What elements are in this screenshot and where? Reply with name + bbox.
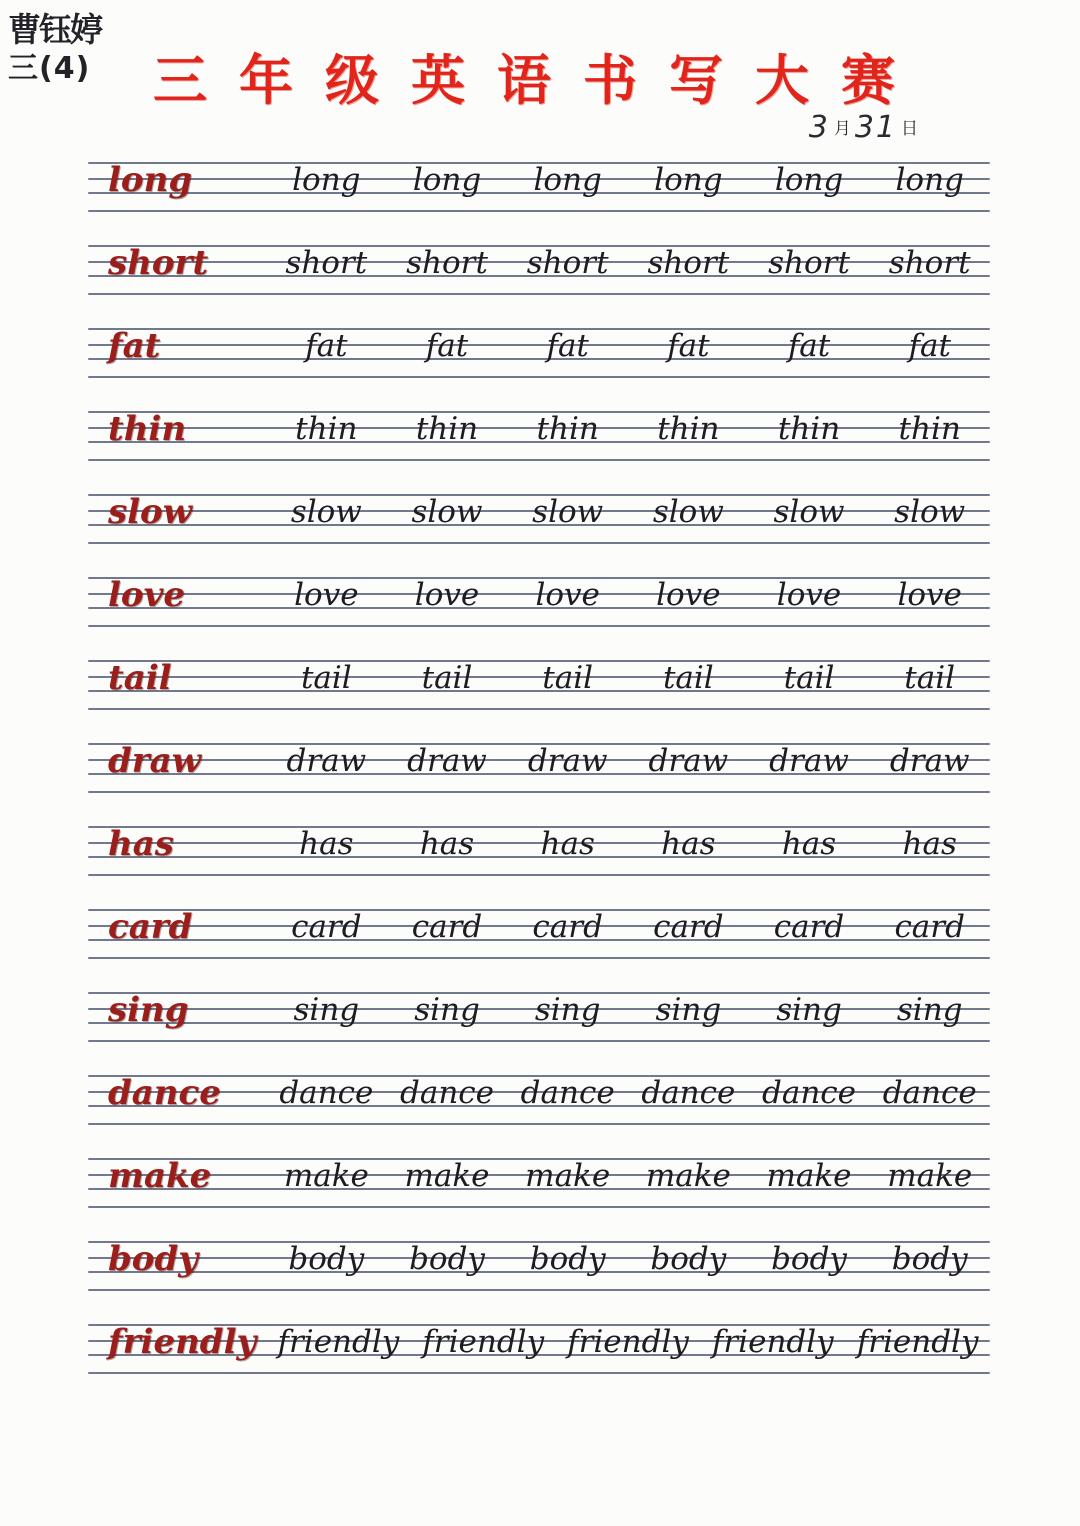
handwritten-word: slow — [290, 494, 362, 530]
handwritten-word: make — [404, 1158, 490, 1194]
model-word: body — [108, 1239, 198, 1279]
handwritten-word: body — [650, 1241, 727, 1277]
handwritten-word: tail — [421, 660, 473, 696]
date — [809, 110, 922, 145]
handwritten-word: long — [895, 162, 964, 198]
handwritten-word: fat — [787, 328, 831, 364]
handwritten-word: has — [902, 826, 957, 862]
word-row — [94, 1150, 990, 1207]
word-row — [94, 818, 990, 875]
handwritten-word: body — [288, 1241, 365, 1277]
model-word: slow — [108, 492, 193, 532]
handwritten-word: long — [292, 162, 361, 198]
practice-row — [88, 1322, 990, 1373]
handwritten-word: draw — [527, 743, 608, 779]
handwritten-word: make — [766, 1158, 852, 1194]
practice-row — [88, 1156, 990, 1207]
handwritten-word: sing — [776, 992, 842, 1028]
practice-row — [88, 990, 990, 1041]
word-row — [94, 984, 990, 1041]
model-word: friendly — [108, 1322, 257, 1362]
handwritten-word: friendly — [422, 1324, 545, 1360]
handwritten-word: make — [283, 1158, 369, 1194]
handwritten-word: dance — [762, 1075, 857, 1111]
word-row — [94, 652, 990, 709]
handwritten-word: dance — [882, 1075, 977, 1111]
model-word: card — [108, 907, 193, 947]
model-word: love — [108, 575, 185, 615]
handwritten-word: tail — [904, 660, 956, 696]
model-word: long — [108, 160, 193, 200]
handwritten-word: sing — [293, 992, 360, 1028]
handwritten-word: tail — [542, 660, 594, 696]
student-name: 曹钰婷 — [8, 10, 101, 49]
handwritten-word: draw — [769, 743, 849, 779]
handwritten-word: slow — [652, 494, 724, 530]
handwritten-word: dance — [641, 1075, 736, 1111]
handwritten-word: thin — [295, 411, 358, 447]
handwritten-word: make — [645, 1158, 731, 1194]
practice-row — [88, 160, 990, 211]
handwritten-word: has — [540, 826, 595, 862]
handwritten-word: short — [888, 245, 971, 281]
model-word: has — [108, 824, 174, 864]
word-row — [94, 237, 990, 294]
handwritten-word: fat — [908, 328, 951, 364]
model-word: make — [108, 1156, 212, 1196]
handwritten-word: long — [774, 162, 844, 198]
handwritten-word: long — [533, 162, 602, 198]
model-word: dance — [108, 1073, 221, 1113]
model-word: short — [108, 243, 209, 283]
handwritten-word: slow — [894, 494, 966, 530]
handwritten-word: has — [299, 826, 354, 862]
practice-row — [88, 658, 990, 709]
handwritten-word: short — [768, 245, 850, 281]
handwritten-word: make — [525, 1158, 611, 1194]
handwritten-word: thin — [415, 411, 479, 447]
handwritten-word: love — [776, 577, 842, 613]
handwritten-word: love — [897, 577, 962, 613]
handwritten-word: friendly — [277, 1324, 400, 1360]
handwritten-word: draw — [648, 743, 729, 779]
handwritten-word: thin — [657, 411, 720, 447]
handwritten-word: long — [654, 162, 723, 198]
word-row — [94, 1233, 990, 1290]
handwritten-word: sing — [896, 992, 963, 1028]
handwritten-word: has — [661, 826, 716, 862]
class-label: 三(4) — [8, 51, 91, 87]
handwritten-word: sing — [534, 992, 601, 1028]
handwritten-word: short — [526, 245, 609, 281]
practice-row — [88, 1073, 990, 1124]
word-row — [94, 320, 990, 377]
practice-row — [88, 492, 990, 543]
word-row — [94, 486, 990, 543]
word-row — [94, 154, 990, 211]
page-title: 三年级英语书写大赛 — [153, 48, 927, 112]
date-month-value: 3 — [808, 110, 830, 145]
handwritten-word: love — [535, 577, 600, 613]
handwritten-word: dance — [520, 1075, 615, 1111]
handwritten-word: thin — [777, 411, 841, 447]
handwritten-word: friendly — [711, 1324, 834, 1360]
practice-row — [88, 575, 990, 626]
practice-row — [88, 741, 990, 792]
handwritten-word: love — [656, 577, 721, 613]
word-row — [94, 569, 990, 626]
handwritten-word: fat — [425, 328, 469, 364]
practice-row — [88, 326, 990, 377]
handwritten-word: slow — [411, 494, 483, 530]
model-word: draw — [108, 741, 201, 781]
handwritten-word: draw — [889, 743, 970, 779]
handwritten-word: card — [653, 909, 724, 945]
handwritten-word: thin — [898, 411, 961, 447]
handwritten-word: tail — [662, 660, 714, 696]
handwritten-word: tail — [783, 660, 835, 696]
handwritten-word: slow — [773, 494, 845, 530]
handwritten-word: friendly — [856, 1324, 979, 1360]
handwritten-word: long — [412, 162, 482, 198]
handwritten-word: card — [894, 909, 965, 945]
model-word: fat — [108, 326, 161, 366]
handwritten-word: body — [409, 1241, 485, 1277]
handwritten-word: draw — [286, 743, 367, 779]
handwritten-word: short — [406, 245, 488, 281]
handwritten-word: make — [887, 1158, 973, 1194]
date-day-value: 31 — [854, 110, 897, 145]
word-row — [94, 1316, 990, 1373]
handwritten-word: dance — [279, 1075, 374, 1111]
handwritten-word: love — [294, 577, 359, 613]
handwritten-word: card — [411, 909, 483, 945]
handwritten-word: body — [891, 1241, 968, 1277]
word-row — [94, 403, 990, 460]
model-word: thin — [108, 409, 187, 449]
handwritten-word: thin — [536, 411, 599, 447]
practice-row — [88, 409, 990, 460]
handwritten-word: fat — [667, 328, 710, 364]
student-info — [8, 12, 101, 85]
handwritten-word: short — [285, 245, 368, 281]
handwritten-word: has — [419, 826, 475, 862]
handwritten-word: love — [414, 577, 480, 613]
handwritten-word: card — [773, 909, 845, 945]
practice-row — [88, 243, 990, 294]
word-row — [94, 1067, 990, 1124]
practice-row — [88, 907, 990, 958]
handwritten-word: sing — [414, 992, 480, 1028]
handwritten-word: tail — [300, 660, 352, 696]
practice-row — [88, 824, 990, 875]
handwritten-word: body — [771, 1241, 847, 1277]
date-day-unit: 日 — [901, 119, 918, 139]
handwritten-word: has — [781, 826, 837, 862]
handwritten-word: card — [532, 909, 603, 945]
practice-row — [88, 1239, 990, 1290]
word-row — [94, 735, 990, 792]
handwritten-word: draw — [407, 743, 487, 779]
handwritten-word: sing — [655, 992, 722, 1028]
model-word: sing — [108, 990, 189, 1030]
practice-rows — [88, 160, 990, 1408]
handwritten-word: friendly — [567, 1324, 689, 1360]
handwritten-word: fat — [305, 328, 348, 364]
handwritten-word: short — [647, 245, 730, 281]
model-word: tail — [108, 658, 172, 698]
handwritten-word: body — [529, 1241, 606, 1277]
handwritten-word: card — [291, 909, 362, 945]
handwritten-word: fat — [546, 328, 589, 364]
handwritten-word: dance — [400, 1075, 494, 1111]
word-row — [94, 901, 990, 958]
date-month-unit: 月 — [833, 119, 851, 139]
handwritten-word: slow — [532, 494, 604, 530]
